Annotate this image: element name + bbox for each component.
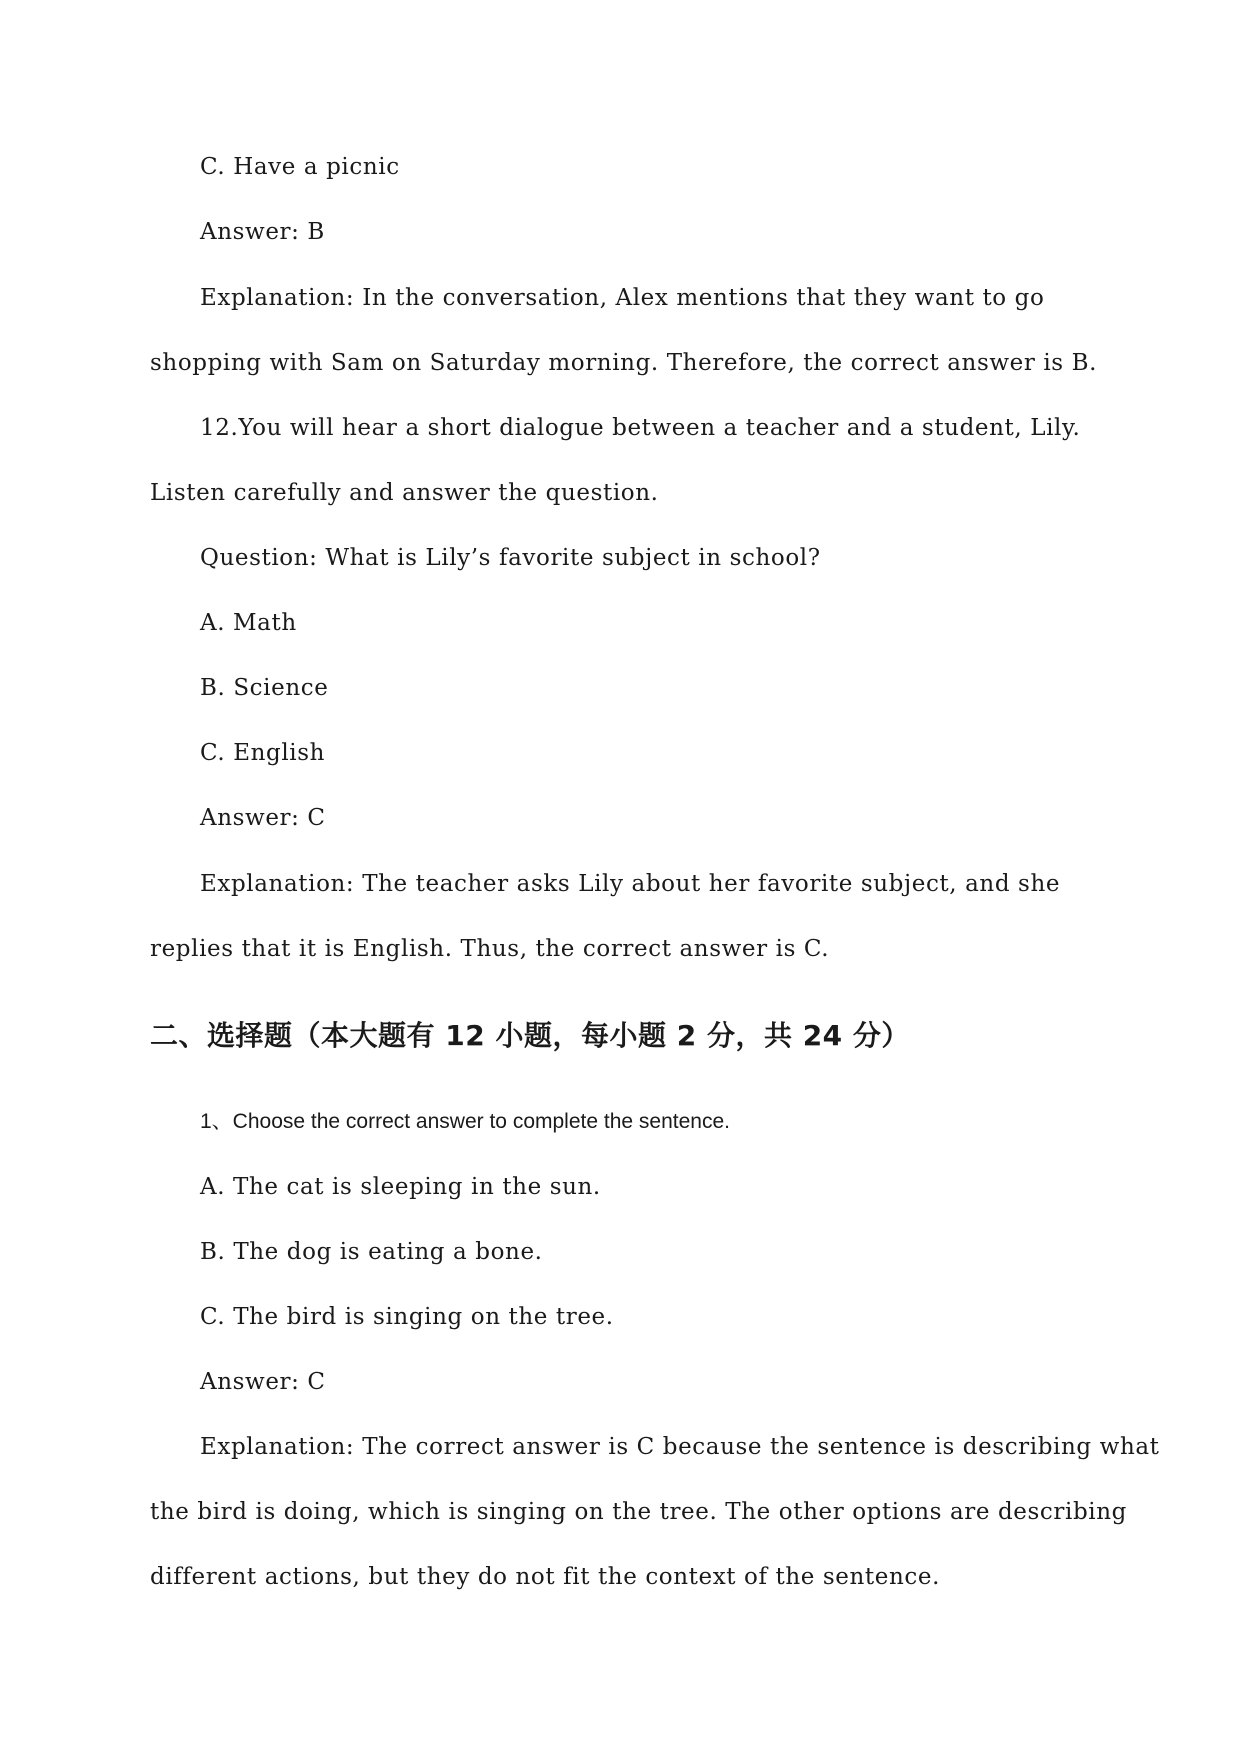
explanation-text: Explanation: In the conversation, Alex mentions that they want to go [200,285,1045,311]
question-12-question: Question: What is Lily’s favorite subject in school? [200,545,821,571]
section-heading: 二、选择题（本大题有 12 小题，每小题 2 分，共 24 分） [150,1019,910,1052]
section2-question-1-explanation-end: different actions, but they do not fit the context of the sentence. [150,1564,940,1590]
section2-question-1-explanation-continued: the bird is doing, which is singing on the tree. The other options are describing [150,1499,1127,1525]
section2-question-1-option-a: A. The cat is sleeping in the sun. [200,1174,601,1200]
section2-question-1-answer: Answer: C [200,1369,326,1395]
question-12-explanation: Explanation: The teacher asks Lily about her favorite subject, and she [200,871,1061,897]
question-12-explanation-continued: replies that it is English. Thus, the correct answer is C. [150,936,830,962]
question-12-option-b: B. Science [200,675,329,701]
question-12-option-a: A. Math [200,610,297,636]
section2-question-1-prompt: 1、Choose the correct answer to complete the sentence. [200,1110,730,1133]
section2-question-1-option-c: C. The bird is singing on the tree. [200,1304,614,1330]
answer-text: Answer: B [200,219,325,245]
option-c-text: C. Have a picnic [200,154,400,180]
question-12-option-c: C. English [200,740,326,766]
question-12-prompt: 12.You will hear a short dialogue between a teacher and a student, Lily. [200,415,1081,441]
section2-question-1-option-b: B. The dog is eating a bone. [200,1239,543,1265]
question-12-prompt-continued: Listen carefully and answer the question. [150,480,659,506]
explanation-text-continued: shopping with Sam on Saturday morning. Therefore, the correct answer is B. [150,350,1098,376]
section2-question-1-explanation: Explanation: The correct answer is C because the sentence is describing what [200,1434,1160,1460]
question-12-answer: Answer: C [200,805,326,831]
